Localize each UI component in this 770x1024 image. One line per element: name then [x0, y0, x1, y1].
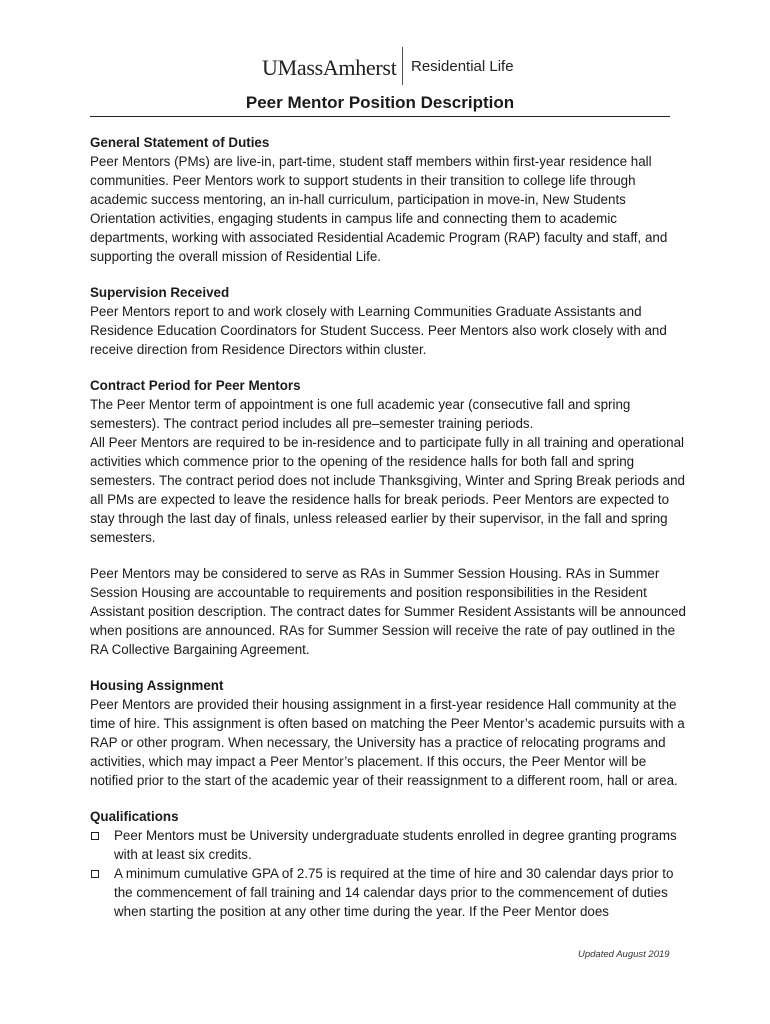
section-paragraph: Peer Mentors (PMs) are live-in, part-time, student staff members within first-year residence hall communities. Peer Mentors work to support students in their transition to college life through academic success mentoring, an in-hall curriculum, participation in move-in, New Students Orientation activities, engaging students in campus life and connecting them to academic departments, working with associated Residential Academic Program (RAP) faculty and staff, and supporting the overall mission of Residential Life.	[90, 154, 668, 264]
section-contract-period	[90, 376, 688, 547]
list-item	[90, 864, 688, 921]
section-paragraph: The Peer Mentor term of appointment is one full academic year (consecutive fall and spring semesters). The contract period includes all pre–semester training periods.	[90, 397, 631, 431]
updated-date-footer: Updated August 2019	[578, 949, 670, 960]
section-summer-session	[90, 564, 688, 659]
title-rule	[90, 116, 670, 117]
umass-residential-life-logo	[0, 45, 770, 85]
section-heading: Qualifications	[90, 809, 179, 824]
document-body	[90, 133, 688, 938]
logo-divider	[402, 47, 403, 85]
section-heading: General Statement of Duties	[90, 135, 270, 150]
logo-residential-life: Residential Life	[411, 58, 514, 75]
checkbox-bullet-icon	[91, 870, 99, 878]
list-item	[90, 826, 688, 864]
section-paragraph: Peer Mentors report to and work closely with Learning Communities Graduate Assistants and Residence Education Coordinators for Student Success. Peer Mentors also work closely with and receive direction from Residence Directors within cluster.	[90, 304, 667, 357]
section-supervision	[90, 283, 688, 359]
logo-umass-amherst: UMassAmherst	[262, 55, 397, 80]
section-heading: Contract Period for Peer Mentors	[90, 378, 301, 393]
section-heading: Housing Assignment	[90, 678, 224, 693]
section-heading: Supervision Received	[90, 285, 230, 300]
qualifications-list	[90, 826, 688, 921]
list-item-text: Peer Mentors must be University undergraduate students enrolled in degree granting programs with at least six credits.	[114, 828, 677, 862]
list-item-text: A minimum cumulative GPA of 2.75 is required at the time of hire and 30 calendar days prior to the commencement of fall training and 14 calendar days prior to the commencement of duties when starting the position at any other time during the year. If the Peer Mentor does	[114, 866, 674, 919]
section-housing-assignment	[90, 676, 688, 790]
section-paragraph: Peer Mentors are provided their housing assignment in a first-year residence Hall community at the time of hire. This assignment is often based on matching the Peer Mentor’s academic pursuits with a RAP or other program. When necessary, the University has a practice of relocating programs and activities, which may impact a Peer Mentor’s placement. If this occurs, the Peer Mentor will be notified prior to the start of the academic year of their reassignment to a different room, hall or area.	[90, 697, 685, 788]
checkbox-bullet-icon	[91, 832, 99, 840]
section-paragraph: Peer Mentors may be considered to serve as RAs in Summer Session Housing. RAs in Summer Session Housing are accountable to requirements and position responsibilities in the Resident Assistant position description. The contract dates for Summer Resident Assistants will be announced when positions are announced. RAs for Summer Session will receive the rate of pay outlined in the RA Collective Bargaining Agreement.	[90, 566, 686, 657]
section-paragraph: All Peer Mentors are required to be in-residence and to participate fully in all training and operational activities which commence prior to the opening of the residence halls for both fall and spring semesters. The contract period does not include Thanksgiving, Winter and Spring Break periods and all PMs are expected to leave the residence halls for break periods. Peer Mentors are expected to stay through the last day of finals, unless released earlier by their supervisor, in the fall and spring semesters.	[90, 435, 685, 545]
page-title: Peer Mentor Position Description	[245, 93, 515, 112]
section-general-duties	[90, 133, 688, 266]
section-qualifications	[90, 807, 688, 921]
